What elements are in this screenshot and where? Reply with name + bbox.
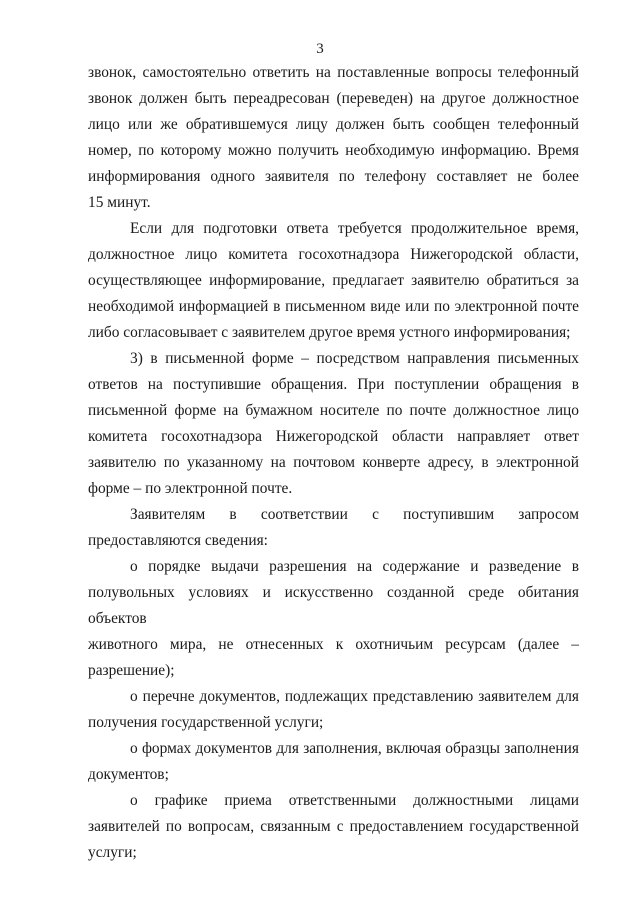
text-line: о графике приема ответственными должностными лицами	[130, 792, 579, 809]
text-line: звонок, самостоятельно ответить на поставленные вопросы телефонный	[88, 64, 579, 81]
text-line: разрешение);	[88, 662, 175, 679]
paragraph-long-preparation	[88, 216, 579, 346]
text-line: документов;	[88, 766, 169, 783]
text-line: ответов на поступившие обращения. При поступлении обращения в	[88, 376, 579, 393]
text-line: лицо или же обратившемуся лицу должен быть сообщен телефонный	[88, 116, 579, 133]
text-line: либо согласовывает с заявителем другое время устного информирования;	[88, 324, 571, 341]
text-line: о перечне документов, подлежащих представлению заявителем для	[130, 688, 579, 705]
text-line: информирования одного заявителя по телефону составляет не более	[88, 168, 579, 185]
text-line: животного мира, не отнесенных к охотничьим ресурсам (далее –	[88, 636, 579, 653]
paragraph-written-form	[88, 346, 579, 502]
text-line: Если для подготовки ответа требуется продолжительное время,	[130, 220, 579, 237]
list-item-permit-procedure	[88, 554, 579, 684]
text-line: получения государственной услуги;	[88, 714, 324, 731]
text-line: полувольных условиях и искусственно созданной среде обитания объектов	[88, 584, 579, 627]
paragraph-phone-redirect	[88, 60, 579, 216]
text-line: о формах документов для заполнения, включая образцы заполнения	[130, 740, 579, 757]
text-line: услуги;	[88, 844, 137, 861]
text-line: комитета госохотнадзора Нижегородской области направляет ответ	[88, 428, 579, 445]
text-line: заявителю по указанному на почтовом конверте адресу, в электронной	[88, 454, 579, 471]
text-line: осуществляющее информирование, предлагает заявителю обратиться за	[88, 272, 579, 289]
text-line: необходимой информацией в письменном виде или по электронной почте	[88, 298, 579, 315]
paragraph-info-provided	[88, 502, 579, 554]
document-body	[88, 60, 579, 866]
text-line: предоставляются сведения:	[88, 532, 268, 549]
text-line: 3) в письменной форме – посредством направления письменных	[130, 350, 579, 367]
text-line: номер, по которому можно получить необходимую информацию. Время	[88, 142, 579, 159]
text-line: заявителей по вопросам, связанным с предоставлением государственной	[88, 818, 579, 835]
text-line: письменной форме на бумажном носителе по почте должностное лицо	[88, 402, 579, 419]
text-line: Заявителям в соответствии с поступившим запросом	[130, 506, 579, 523]
text-line: 15 минут.	[88, 194, 151, 211]
list-item-forms	[88, 736, 579, 788]
page-number: 3	[316, 41, 324, 57]
text-line: должностное лицо комитета госохотнадзора Нижегородской области,	[88, 246, 579, 263]
text-line: о порядке выдачи разрешения на содержание и разведение в	[130, 558, 579, 575]
text-line: форме – по электронной почте.	[88, 480, 293, 497]
list-item-documents	[88, 684, 579, 736]
text-line: звонок должен быть переадресован (переведен) на другое должностное	[88, 90, 579, 107]
list-item-schedule	[88, 788, 579, 866]
